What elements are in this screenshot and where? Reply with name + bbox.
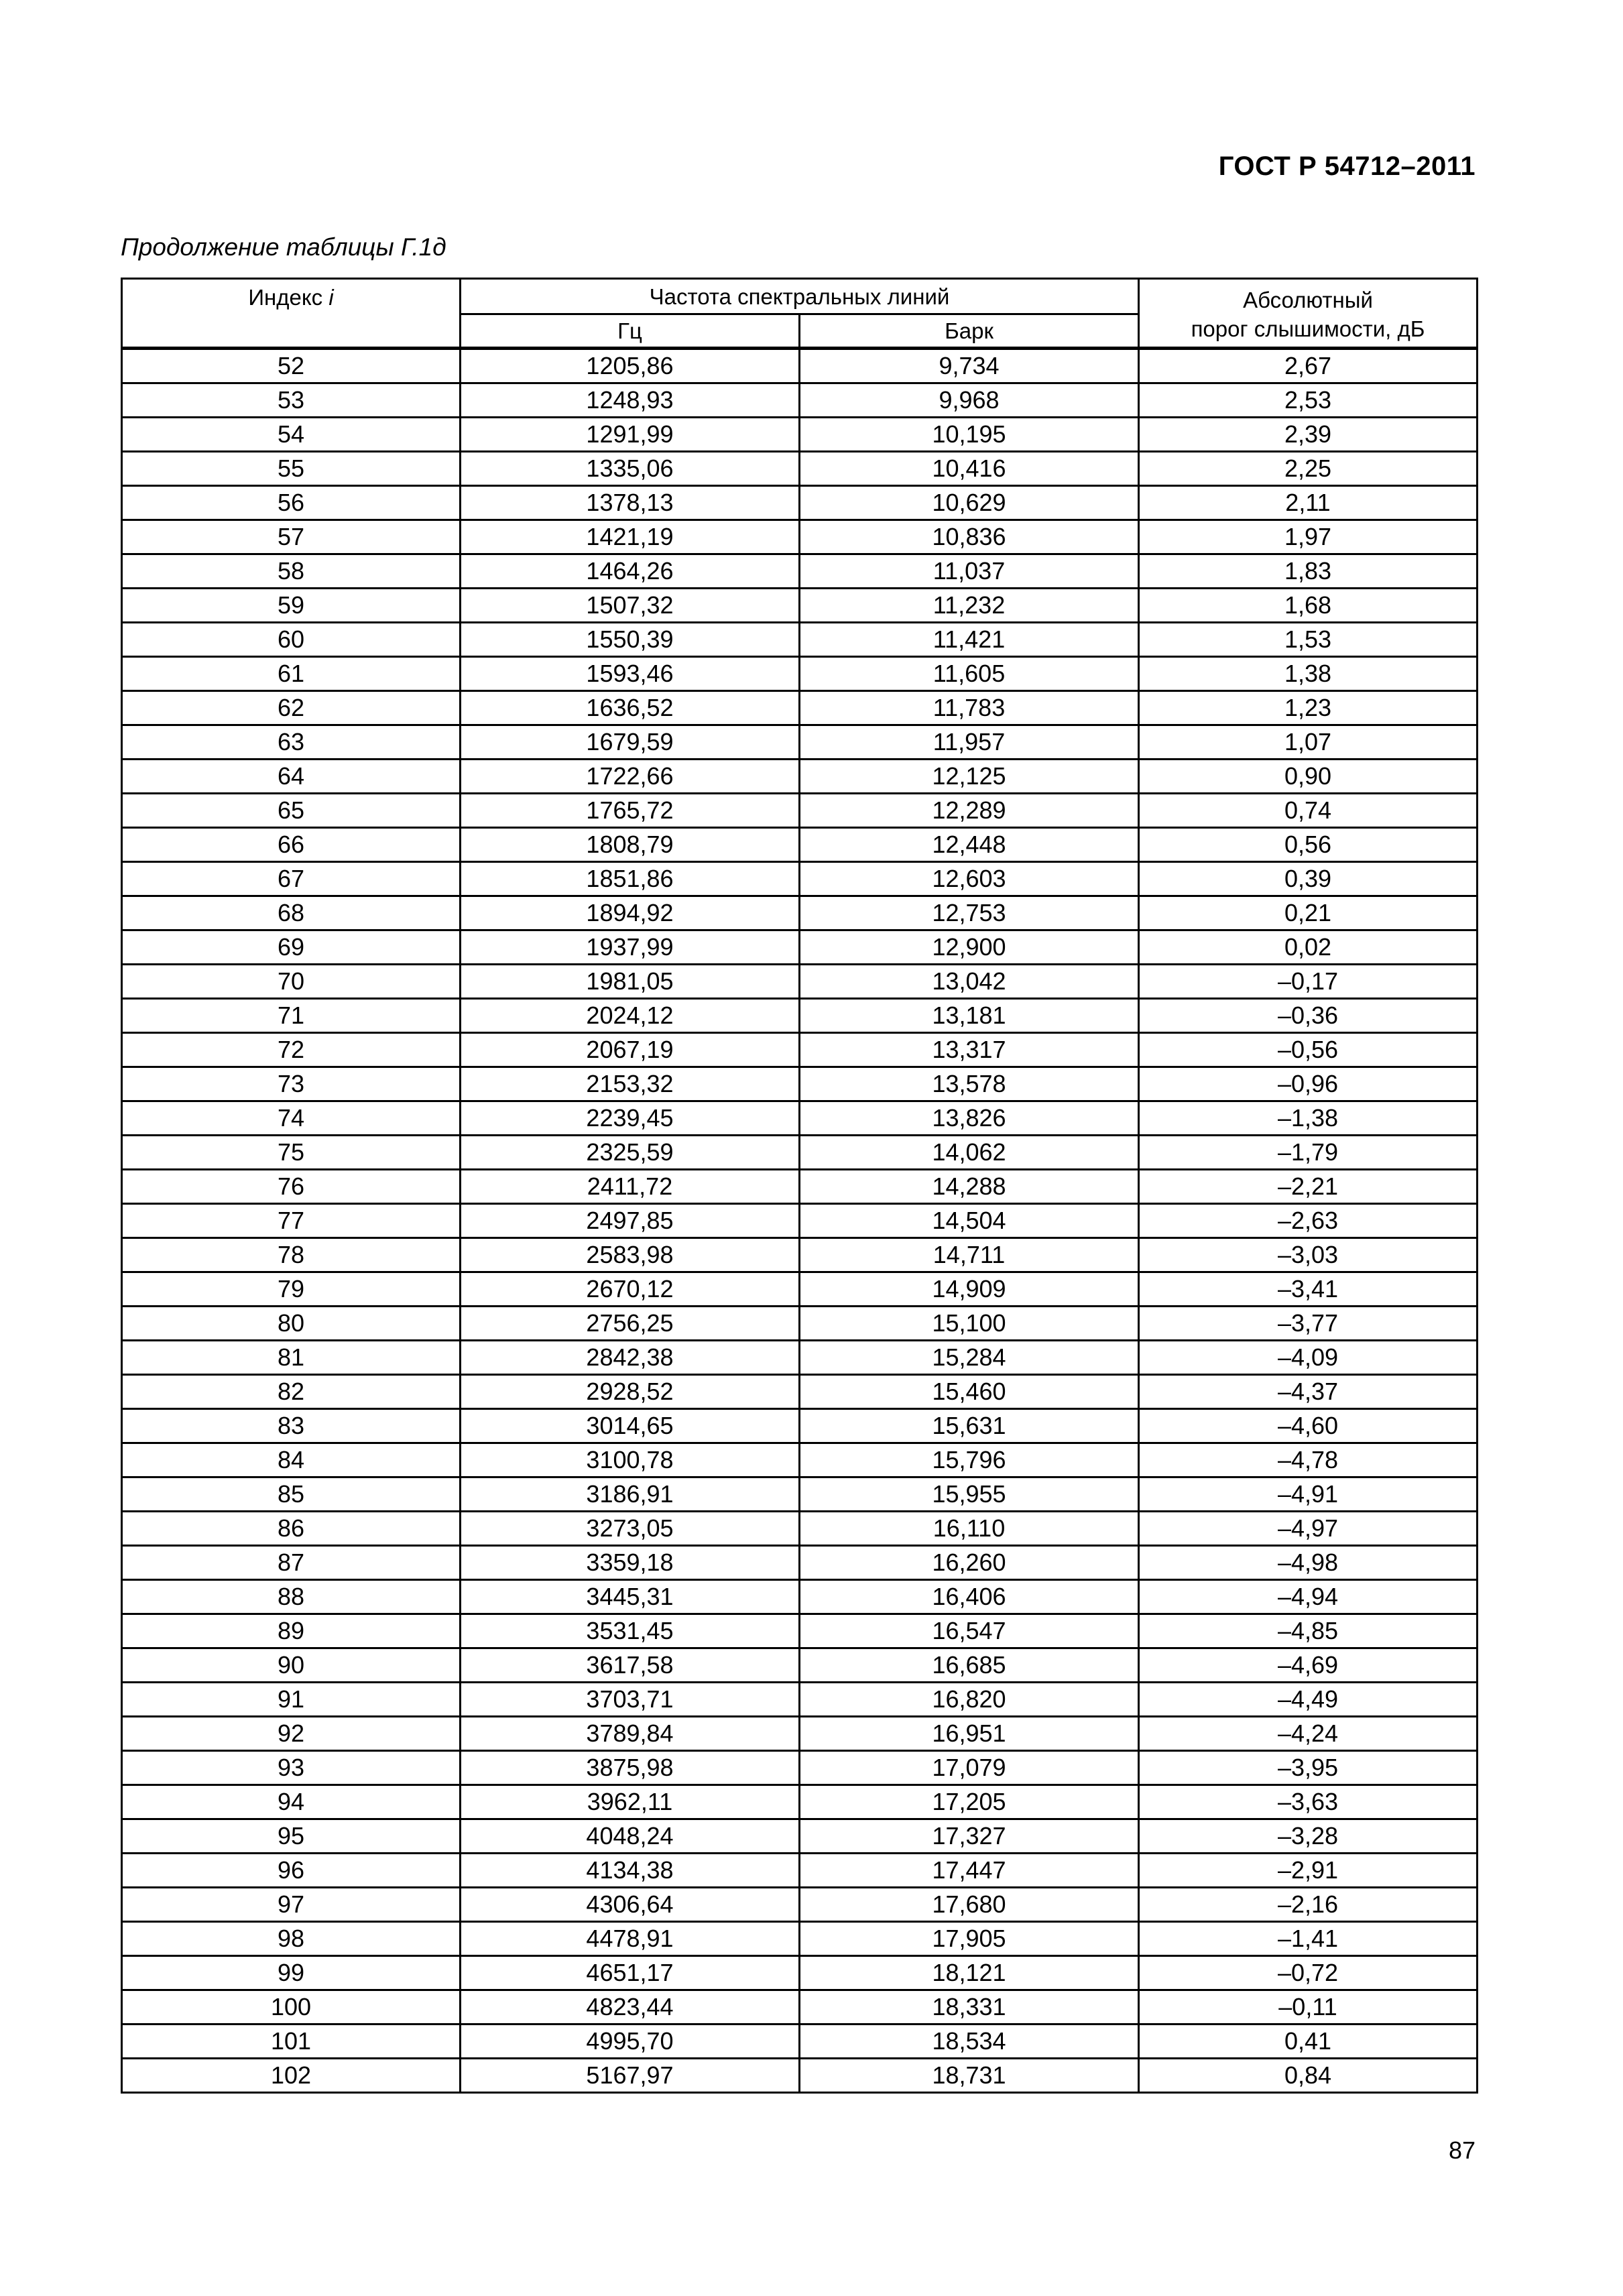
table-row: [122, 1238, 1478, 1272]
table-row: [122, 349, 1478, 383]
cell-abs-threshold: 2,39: [1139, 418, 1478, 452]
cell-abs-threshold: –4,91: [1139, 1477, 1478, 1512]
cell-index: 65: [122, 794, 461, 828]
cell-hz: 1507,32: [461, 589, 800, 623]
cell-index: 67: [122, 862, 461, 896]
cell-abs-threshold: –3,95: [1139, 1751, 1478, 1785]
cell-abs-threshold: 0,74: [1139, 794, 1478, 828]
cell-hz: 4134,38: [461, 1854, 800, 1888]
cell-bark: 18,534: [800, 2025, 1139, 2059]
header-abs-threshold: [1139, 279, 1478, 349]
cell-index: 76: [122, 1170, 461, 1204]
table-row: [122, 2059, 1478, 2093]
cell-abs-threshold: –4,78: [1139, 1443, 1478, 1477]
cell-hz: 3014,65: [461, 1409, 800, 1443]
cell-hz: 1205,86: [461, 349, 800, 383]
cell-index: 60: [122, 623, 461, 657]
cell-bark: 14,711: [800, 1238, 1139, 1272]
table-row: [122, 623, 1478, 657]
cell-index: 61: [122, 657, 461, 691]
cell-abs-threshold: 1,97: [1139, 520, 1478, 554]
cell-bark: 17,447: [800, 1854, 1139, 1888]
cell-bark: 17,327: [800, 1819, 1139, 1854]
cell-bark: 16,406: [800, 1580, 1139, 1614]
cell-index: 94: [122, 1785, 461, 1819]
cell-index: 98: [122, 1922, 461, 1956]
table-row: [122, 418, 1478, 452]
cell-bark: 10,416: [800, 452, 1139, 486]
cell-bark: 17,905: [800, 1922, 1139, 1956]
table-row: [122, 794, 1478, 828]
cell-index: 101: [122, 2025, 461, 2059]
cell-bark: 16,685: [800, 1648, 1139, 1683]
cell-abs-threshold: –3,77: [1139, 1307, 1478, 1341]
cell-hz: 1765,72: [461, 794, 800, 828]
table-row: [122, 1272, 1478, 1307]
cell-bark: 10,836: [800, 520, 1139, 554]
cell-hz: 3875,98: [461, 1751, 800, 1785]
document-header-code: ГОСТ Р 54712–2011: [1218, 152, 1476, 181]
cell-bark: 10,195: [800, 418, 1139, 452]
cell-bark: 9,968: [800, 383, 1139, 418]
cell-bark: 11,232: [800, 589, 1139, 623]
cell-bark: 12,900: [800, 930, 1139, 965]
header-index: [122, 279, 461, 349]
cell-abs-threshold: –4,97: [1139, 1512, 1478, 1546]
header-abs-threshold-line1: Абсолютный: [1243, 288, 1373, 312]
cell-hz: 2153,32: [461, 1067, 800, 1101]
cell-index: 77: [122, 1204, 461, 1238]
cell-index: 59: [122, 589, 461, 623]
cell-abs-threshold: 1,83: [1139, 554, 1478, 589]
cell-hz: 3100,78: [461, 1443, 800, 1477]
header-frequency-group: Частота спектральных линий: [461, 279, 1139, 314]
cell-index: 78: [122, 1238, 461, 1272]
header-abs-threshold-line2: порог слышимости, дБ: [1191, 316, 1425, 341]
cell-index: 73: [122, 1067, 461, 1101]
cell-index: 102: [122, 2059, 461, 2093]
cell-hz: 3273,05: [461, 1512, 800, 1546]
cell-hz: 4651,17: [461, 1956, 800, 1990]
cell-hz: 3186,91: [461, 1477, 800, 1512]
cell-bark: 9,734: [800, 349, 1139, 383]
header-bark: Барк: [800, 314, 1139, 349]
cell-abs-threshold: –0,11: [1139, 1990, 1478, 2025]
cell-hz: 2239,45: [461, 1101, 800, 1136]
cell-hz: 1291,99: [461, 418, 800, 452]
cell-index: 52: [122, 349, 461, 383]
table-row: [122, 554, 1478, 589]
cell-index: 90: [122, 1648, 461, 1683]
cell-abs-threshold: 2,25: [1139, 452, 1478, 486]
cell-hz: 1894,92: [461, 896, 800, 930]
cell-bark: 12,125: [800, 760, 1139, 794]
table-row: [122, 1717, 1478, 1751]
cell-abs-threshold: –1,41: [1139, 1922, 1478, 1956]
table-row: [122, 486, 1478, 520]
cell-hz: 1378,13: [461, 486, 800, 520]
table-row: [122, 828, 1478, 862]
table-row: [122, 1033, 1478, 1067]
table-row: [122, 725, 1478, 760]
cell-abs-threshold: 2,67: [1139, 349, 1478, 383]
table-row: [122, 1067, 1478, 1101]
cell-hz: 1335,06: [461, 452, 800, 486]
cell-abs-threshold: –2,91: [1139, 1854, 1478, 1888]
cell-hz: 1937,99: [461, 930, 800, 965]
cell-index: 92: [122, 1717, 461, 1751]
cell-hz: 1550,39: [461, 623, 800, 657]
cell-index: 71: [122, 999, 461, 1033]
cell-hz: 2024,12: [461, 999, 800, 1033]
cell-index: 83: [122, 1409, 461, 1443]
table-row: [122, 1204, 1478, 1238]
cell-abs-threshold: 2,53: [1139, 383, 1478, 418]
cell-abs-threshold: 0,90: [1139, 760, 1478, 794]
cell-abs-threshold: 0,39: [1139, 862, 1478, 896]
cell-index: 74: [122, 1101, 461, 1136]
table-row: [122, 1409, 1478, 1443]
cell-bark: 14,288: [800, 1170, 1139, 1204]
page-number: 87: [1448, 2136, 1476, 2164]
cell-index: 75: [122, 1136, 461, 1170]
table-row: [122, 383, 1478, 418]
table-row: [122, 1614, 1478, 1648]
cell-abs-threshold: –0,36: [1139, 999, 1478, 1033]
cell-index: 79: [122, 1272, 461, 1307]
table-header: [122, 279, 1478, 349]
cell-bark: 11,783: [800, 691, 1139, 725]
cell-bark: 14,504: [800, 1204, 1139, 1238]
cell-hz: 2325,59: [461, 1136, 800, 1170]
cell-hz: 1981,05: [461, 965, 800, 999]
cell-bark: 14,062: [800, 1136, 1139, 1170]
cell-abs-threshold: 1,68: [1139, 589, 1478, 623]
cell-hz: 2497,85: [461, 1204, 800, 1238]
cell-bark: 15,631: [800, 1409, 1139, 1443]
cell-index: 54: [122, 418, 461, 452]
cell-bark: 10,629: [800, 486, 1139, 520]
table-row: [122, 1683, 1478, 1717]
cell-abs-threshold: –2,63: [1139, 1204, 1478, 1238]
table-row: [122, 862, 1478, 896]
cell-bark: 16,547: [800, 1614, 1139, 1648]
cell-index: 88: [122, 1580, 461, 1614]
cell-hz: 4306,64: [461, 1888, 800, 1922]
cell-abs-threshold: 1,07: [1139, 725, 1478, 760]
cell-index: 68: [122, 896, 461, 930]
cell-bark: 17,079: [800, 1751, 1139, 1785]
cell-bark: 11,957: [800, 725, 1139, 760]
table-row: [122, 1990, 1478, 2025]
cell-abs-threshold: –3,28: [1139, 1819, 1478, 1854]
cell-index: 91: [122, 1683, 461, 1717]
cell-abs-threshold: –0,56: [1139, 1033, 1478, 1067]
cell-hz: 1464,26: [461, 554, 800, 589]
cell-index: 89: [122, 1614, 461, 1648]
cell-abs-threshold: –3,41: [1139, 1272, 1478, 1307]
table-row: [122, 896, 1478, 930]
table-row: [122, 1751, 1478, 1785]
cell-bark: 16,260: [800, 1546, 1139, 1580]
cell-bark: 15,460: [800, 1375, 1139, 1409]
cell-index: 95: [122, 1819, 461, 1854]
cell-hz: 2067,19: [461, 1033, 800, 1067]
cell-abs-threshold: –3,63: [1139, 1785, 1478, 1819]
cell-abs-threshold: –4,85: [1139, 1614, 1478, 1648]
cell-abs-threshold: –0,72: [1139, 1956, 1478, 1990]
table-row: [122, 691, 1478, 725]
table-row: [122, 1341, 1478, 1375]
cell-index: 85: [122, 1477, 461, 1512]
cell-abs-threshold: 0,84: [1139, 2059, 1478, 2093]
table-row: [122, 1375, 1478, 1409]
table-row: [122, 657, 1478, 691]
table-row: [122, 1922, 1478, 1956]
header-index-symbol: i: [328, 285, 334, 310]
cell-hz: 5167,97: [461, 2059, 800, 2093]
cell-hz: 3359,18: [461, 1546, 800, 1580]
cell-bark: 15,100: [800, 1307, 1139, 1341]
cell-abs-threshold: –1,79: [1139, 1136, 1478, 1170]
header-hz: Гц: [461, 314, 800, 349]
cell-index: 86: [122, 1512, 461, 1546]
cell-abs-threshold: –4,94: [1139, 1580, 1478, 1614]
table-row: [122, 1307, 1478, 1341]
cell-index: 80: [122, 1307, 461, 1341]
cell-hz: 3617,58: [461, 1648, 800, 1683]
cell-hz: 1808,79: [461, 828, 800, 862]
cell-bark: 13,181: [800, 999, 1139, 1033]
cell-index: 100: [122, 1990, 461, 2025]
cell-abs-threshold: 1,38: [1139, 657, 1478, 691]
table-row: [122, 1580, 1478, 1614]
cell-hz: 2756,25: [461, 1307, 800, 1341]
table-row: [122, 1101, 1478, 1136]
table-row: [122, 1477, 1478, 1512]
cell-abs-threshold: –4,24: [1139, 1717, 1478, 1751]
cell-abs-threshold: –4,98: [1139, 1546, 1478, 1580]
header-row-1: [122, 279, 1478, 314]
cell-bark: 18,731: [800, 2059, 1139, 2093]
cell-bark: 17,680: [800, 1888, 1139, 1922]
cell-index: 58: [122, 554, 461, 589]
cell-abs-threshold: 0,21: [1139, 896, 1478, 930]
cell-hz: 1636,52: [461, 691, 800, 725]
cell-bark: 11,605: [800, 657, 1139, 691]
cell-bark: 13,042: [800, 965, 1139, 999]
header-index-label: Индекс: [248, 285, 329, 310]
table-row: [122, 1512, 1478, 1546]
cell-bark: 15,796: [800, 1443, 1139, 1477]
cell-index: 72: [122, 1033, 461, 1067]
table-row: [122, 965, 1478, 999]
cell-abs-threshold: 1,53: [1139, 623, 1478, 657]
table-row: [122, 1819, 1478, 1854]
cell-hz: 4995,70: [461, 2025, 800, 2059]
cell-abs-threshold: –4,37: [1139, 1375, 1478, 1409]
cell-bark: 12,753: [800, 896, 1139, 930]
cell-index: 56: [122, 486, 461, 520]
cell-hz: 2583,98: [461, 1238, 800, 1272]
cell-hz: 2411,72: [461, 1170, 800, 1204]
table-row: [122, 999, 1478, 1033]
cell-index: 55: [122, 452, 461, 486]
cell-abs-threshold: –2,21: [1139, 1170, 1478, 1204]
cell-hz: 3531,45: [461, 1614, 800, 1648]
cell-hz: 2670,12: [461, 1272, 800, 1307]
cell-index: 69: [122, 930, 461, 965]
cell-index: 66: [122, 828, 461, 862]
cell-hz: 2842,38: [461, 1341, 800, 1375]
table-row: [122, 452, 1478, 486]
table-row: [122, 1888, 1478, 1922]
cell-index: 96: [122, 1854, 461, 1888]
cell-index: 84: [122, 1443, 461, 1477]
cell-bark: 16,951: [800, 1717, 1139, 1751]
cell-index: 97: [122, 1888, 461, 1922]
spectral-lines-table: [121, 278, 1478, 2094]
cell-hz: 4478,91: [461, 1922, 800, 1956]
cell-index: 93: [122, 1751, 461, 1785]
table-caption: Продолжение таблицы Г.1д: [121, 233, 446, 261]
cell-hz: 1851,86: [461, 862, 800, 896]
cell-index: 53: [122, 383, 461, 418]
cell-index: 62: [122, 691, 461, 725]
table-row: [122, 1648, 1478, 1683]
cell-bark: 11,037: [800, 554, 1139, 589]
cell-abs-threshold: 0,02: [1139, 930, 1478, 965]
cell-index: 81: [122, 1341, 461, 1375]
cell-index: 57: [122, 520, 461, 554]
table-row: [122, 1170, 1478, 1204]
table-row: [122, 1136, 1478, 1170]
table-row: [122, 520, 1478, 554]
cell-hz: 1593,46: [461, 657, 800, 691]
table-row: [122, 1956, 1478, 1990]
table-row: [122, 1854, 1478, 1888]
cell-abs-threshold: 0,56: [1139, 828, 1478, 862]
cell-abs-threshold: –0,96: [1139, 1067, 1478, 1101]
cell-hz: 1248,93: [461, 383, 800, 418]
cell-hz: 3789,84: [461, 1717, 800, 1751]
cell-hz: 1421,19: [461, 520, 800, 554]
table-row: [122, 1443, 1478, 1477]
table-row: [122, 1546, 1478, 1580]
cell-abs-threshold: –4,09: [1139, 1341, 1478, 1375]
cell-bark: 14,909: [800, 1272, 1139, 1307]
cell-bark: 13,578: [800, 1067, 1139, 1101]
table-row: [122, 760, 1478, 794]
cell-abs-threshold: –3,03: [1139, 1238, 1478, 1272]
cell-index: 63: [122, 725, 461, 760]
cell-bark: 17,205: [800, 1785, 1139, 1819]
table-row: [122, 930, 1478, 965]
cell-bark: 12,289: [800, 794, 1139, 828]
cell-hz: 2928,52: [461, 1375, 800, 1409]
table-row: [122, 589, 1478, 623]
cell-hz: 1722,66: [461, 760, 800, 794]
cell-abs-threshold: –0,17: [1139, 965, 1478, 999]
cell-hz: 4823,44: [461, 1990, 800, 2025]
cell-hz: 4048,24: [461, 1819, 800, 1854]
cell-abs-threshold: 1,23: [1139, 691, 1478, 725]
cell-abs-threshold: 0,41: [1139, 2025, 1478, 2059]
cell-bark: 12,603: [800, 862, 1139, 896]
cell-bark: 15,955: [800, 1477, 1139, 1512]
cell-index: 87: [122, 1546, 461, 1580]
cell-hz: 1679,59: [461, 725, 800, 760]
cell-hz: 3445,31: [461, 1580, 800, 1614]
cell-bark: 12,448: [800, 828, 1139, 862]
cell-bark: 15,284: [800, 1341, 1139, 1375]
table-row: [122, 2025, 1478, 2059]
cell-hz: 3962,11: [461, 1785, 800, 1819]
cell-index: 82: [122, 1375, 461, 1409]
cell-bark: 16,110: [800, 1512, 1139, 1546]
cell-index: 64: [122, 760, 461, 794]
table-row: [122, 1785, 1478, 1819]
cell-index: 99: [122, 1956, 461, 1990]
cell-bark: 18,121: [800, 1956, 1139, 1990]
cell-abs-threshold: –4,69: [1139, 1648, 1478, 1683]
table-body: [122, 349, 1478, 2093]
cell-abs-threshold: –2,16: [1139, 1888, 1478, 1922]
cell-abs-threshold: –4,49: [1139, 1683, 1478, 1717]
cell-abs-threshold: –4,60: [1139, 1409, 1478, 1443]
cell-abs-threshold: 2,11: [1139, 486, 1478, 520]
cell-hz: 3703,71: [461, 1683, 800, 1717]
cell-abs-threshold: –1,38: [1139, 1101, 1478, 1136]
cell-bark: 11,421: [800, 623, 1139, 657]
cell-bark: 18,331: [800, 1990, 1139, 2025]
cell-bark: 16,820: [800, 1683, 1139, 1717]
cell-bark: 13,826: [800, 1101, 1139, 1136]
cell-bark: 13,317: [800, 1033, 1139, 1067]
cell-index: 70: [122, 965, 461, 999]
